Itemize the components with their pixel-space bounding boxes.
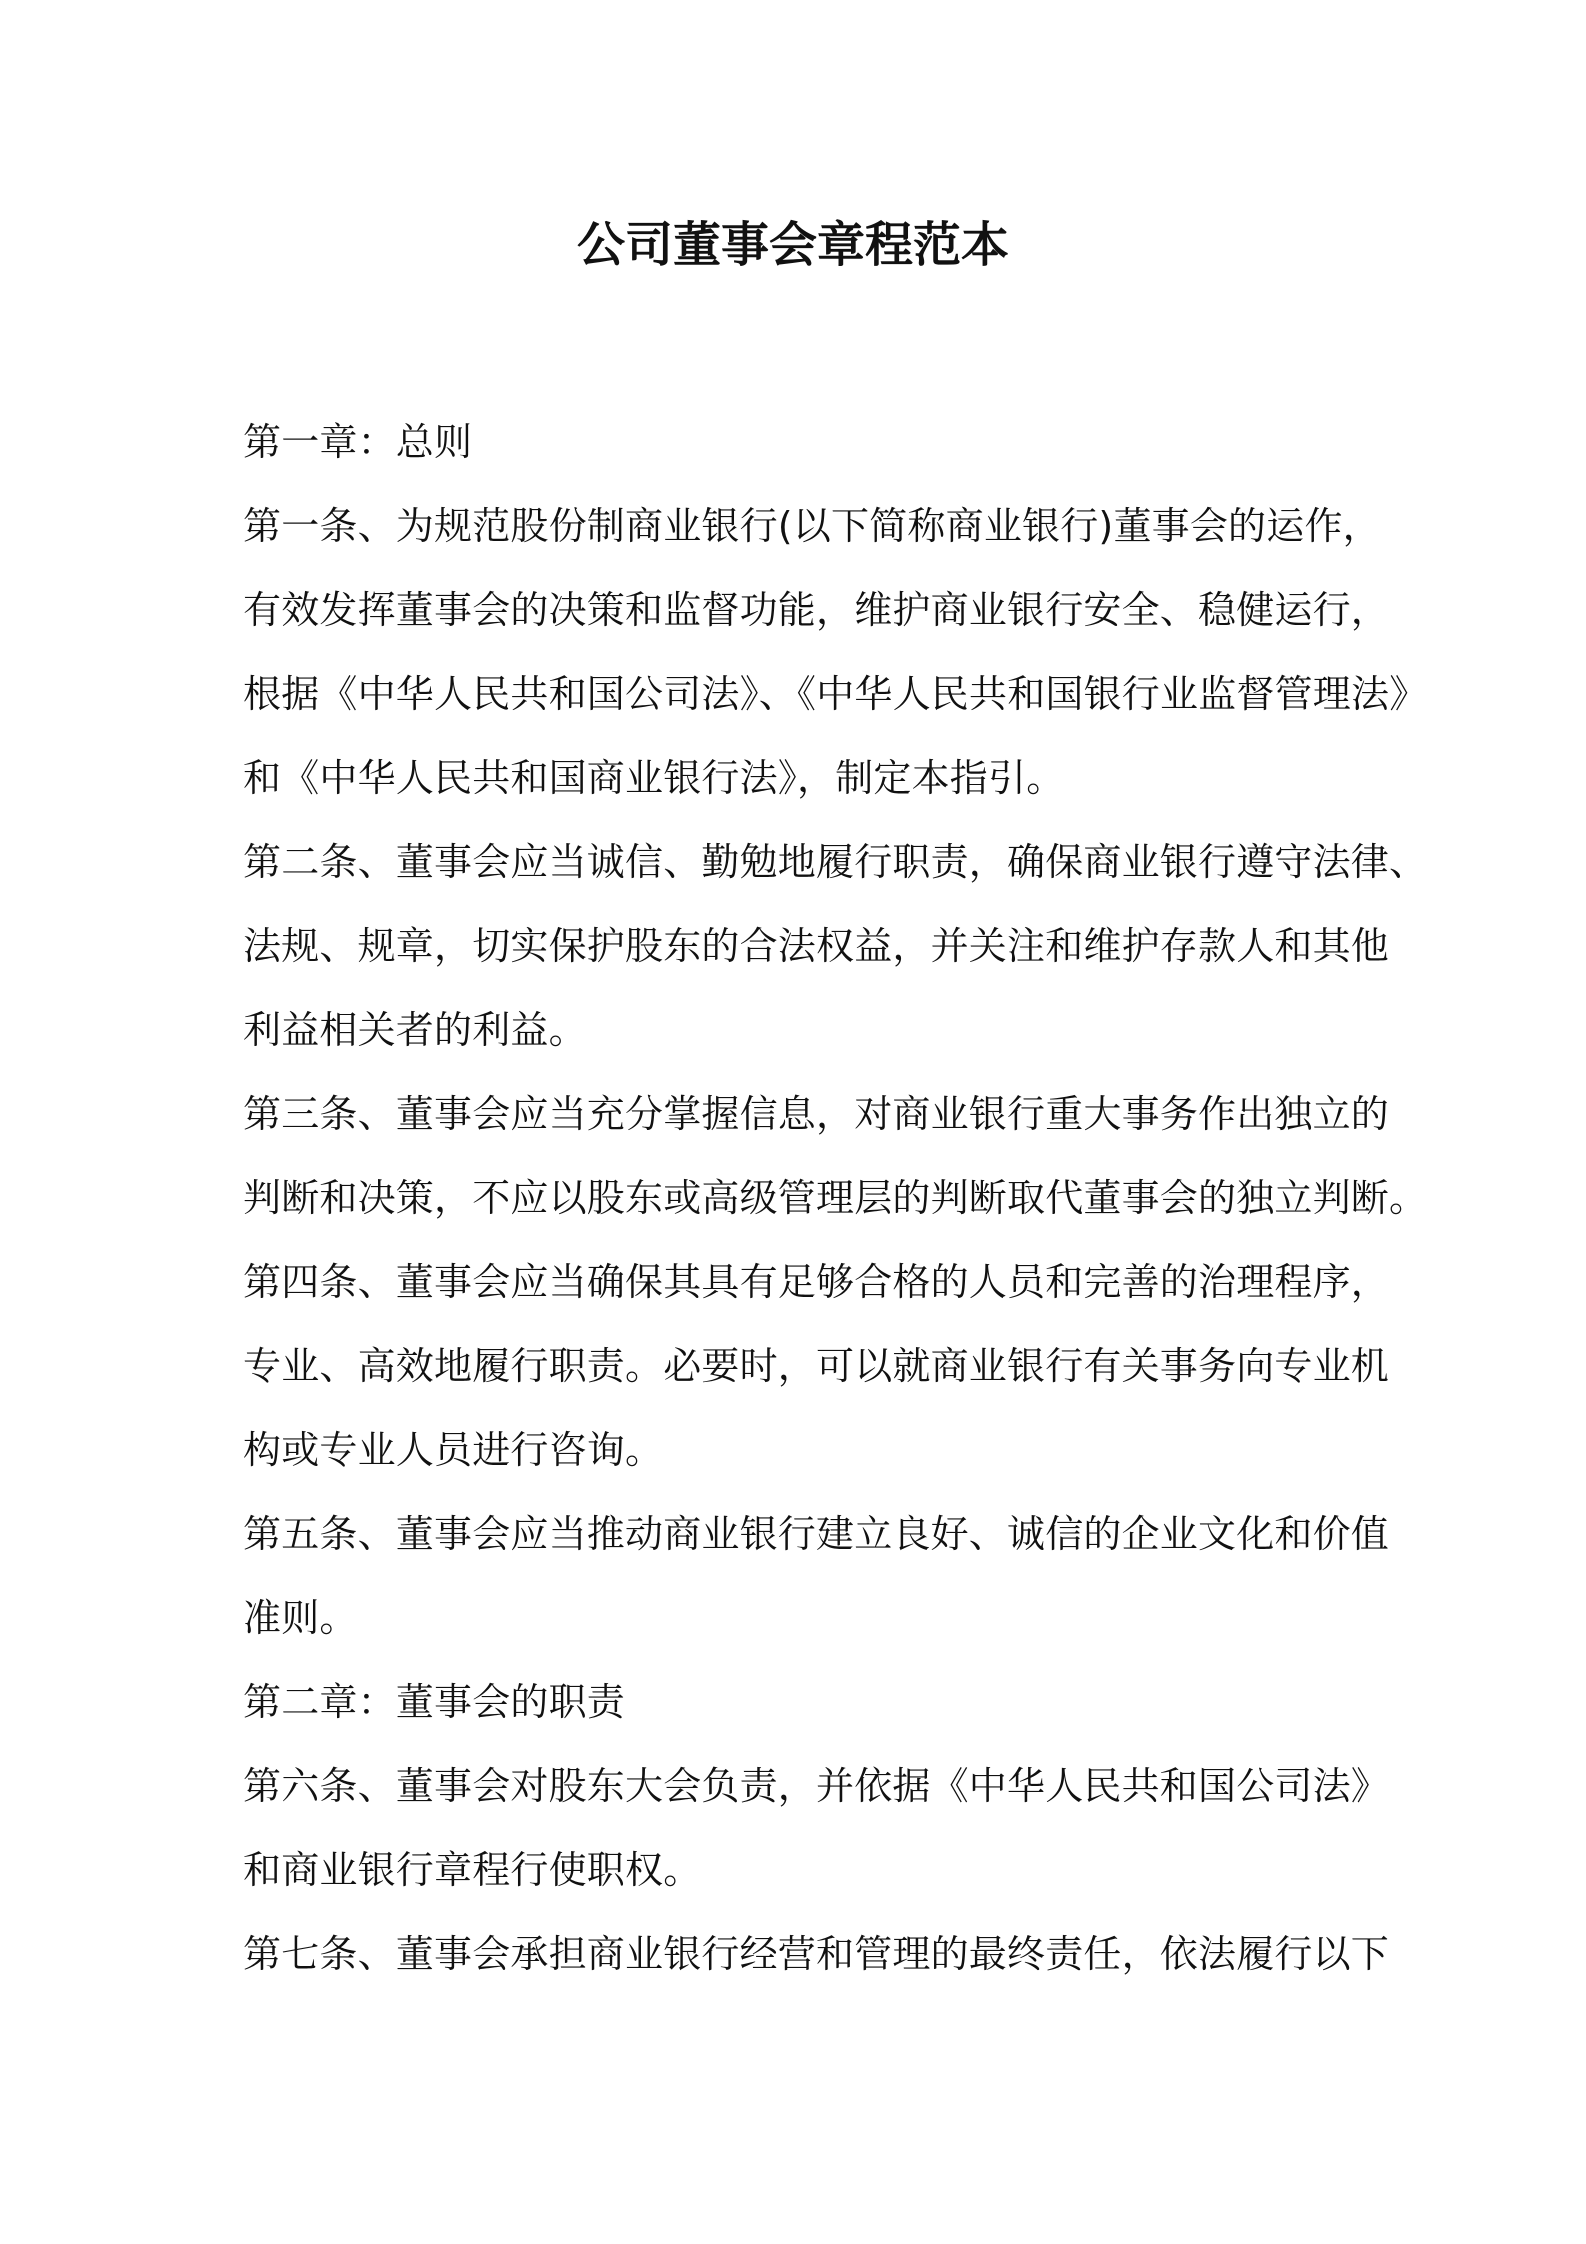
- article-line: 专业、高效地履行职责。必要时，可以就商业银行有关事务向专业机: [243, 1344, 1390, 1388]
- article-line: 根据《中华人民共和国公司法》、《中华人民共和国银行业监督管理法》: [243, 672, 1428, 716]
- article-line: 和《中华人民共和国商业银行法》，制定本指引。: [243, 756, 1065, 800]
- article-line: 第二条、董事会应当诚信、勤勉地履行职责，确保商业银行遵守法律、: [243, 840, 1428, 884]
- article-line: 利益相关者的利益。: [243, 1008, 587, 1052]
- article-line: 第六条、董事会对股东大会负责，并依据《中华人民共和国公司法》: [243, 1764, 1390, 1808]
- article-line: 第七条、董事会承担商业银行经营和管理的最终责任，依法履行以下: [243, 1932, 1390, 1976]
- chapter-heading-2: 第二章：董事会的职责: [243, 1680, 626, 1724]
- article-line: 准则。: [243, 1596, 358, 1640]
- article-line: 判断和决策，不应以股东或高级管理层的判断取代董事会的独立判断。: [243, 1176, 1428, 1220]
- chapter-heading-1: 第一章：总则: [243, 420, 473, 464]
- article-line: 第三条、董事会应当充分掌握信息，对商业银行重大事务作出独立的: [243, 1092, 1390, 1136]
- article-line: 法规、规章，切实保护股东的合法权益，并关注和维护存款人和其他: [243, 924, 1390, 968]
- article-line: 和商业银行章程行使职权。: [243, 1848, 702, 1892]
- document-body: [243, 400, 1428, 1996]
- article-line: 第一条、为规范股份制商业银行(以下简称商业银行)董事会的运作，: [243, 504, 1381, 548]
- article-line: 构或专业人员进行咨询。: [243, 1428, 664, 1472]
- article-line: 第四条、董事会应当确保其具有足够合格的人员和完善的治理程序，: [243, 1260, 1390, 1304]
- article-line: 有效发挥董事会的决策和监督功能，维护商业银行安全、稳健运行，: [243, 588, 1390, 632]
- document-title: 公司董事会章程范本: [576, 217, 1009, 273]
- article-line: 第五条、董事会应当推动商业银行建立良好、诚信的企业文化和价值: [243, 1512, 1390, 1556]
